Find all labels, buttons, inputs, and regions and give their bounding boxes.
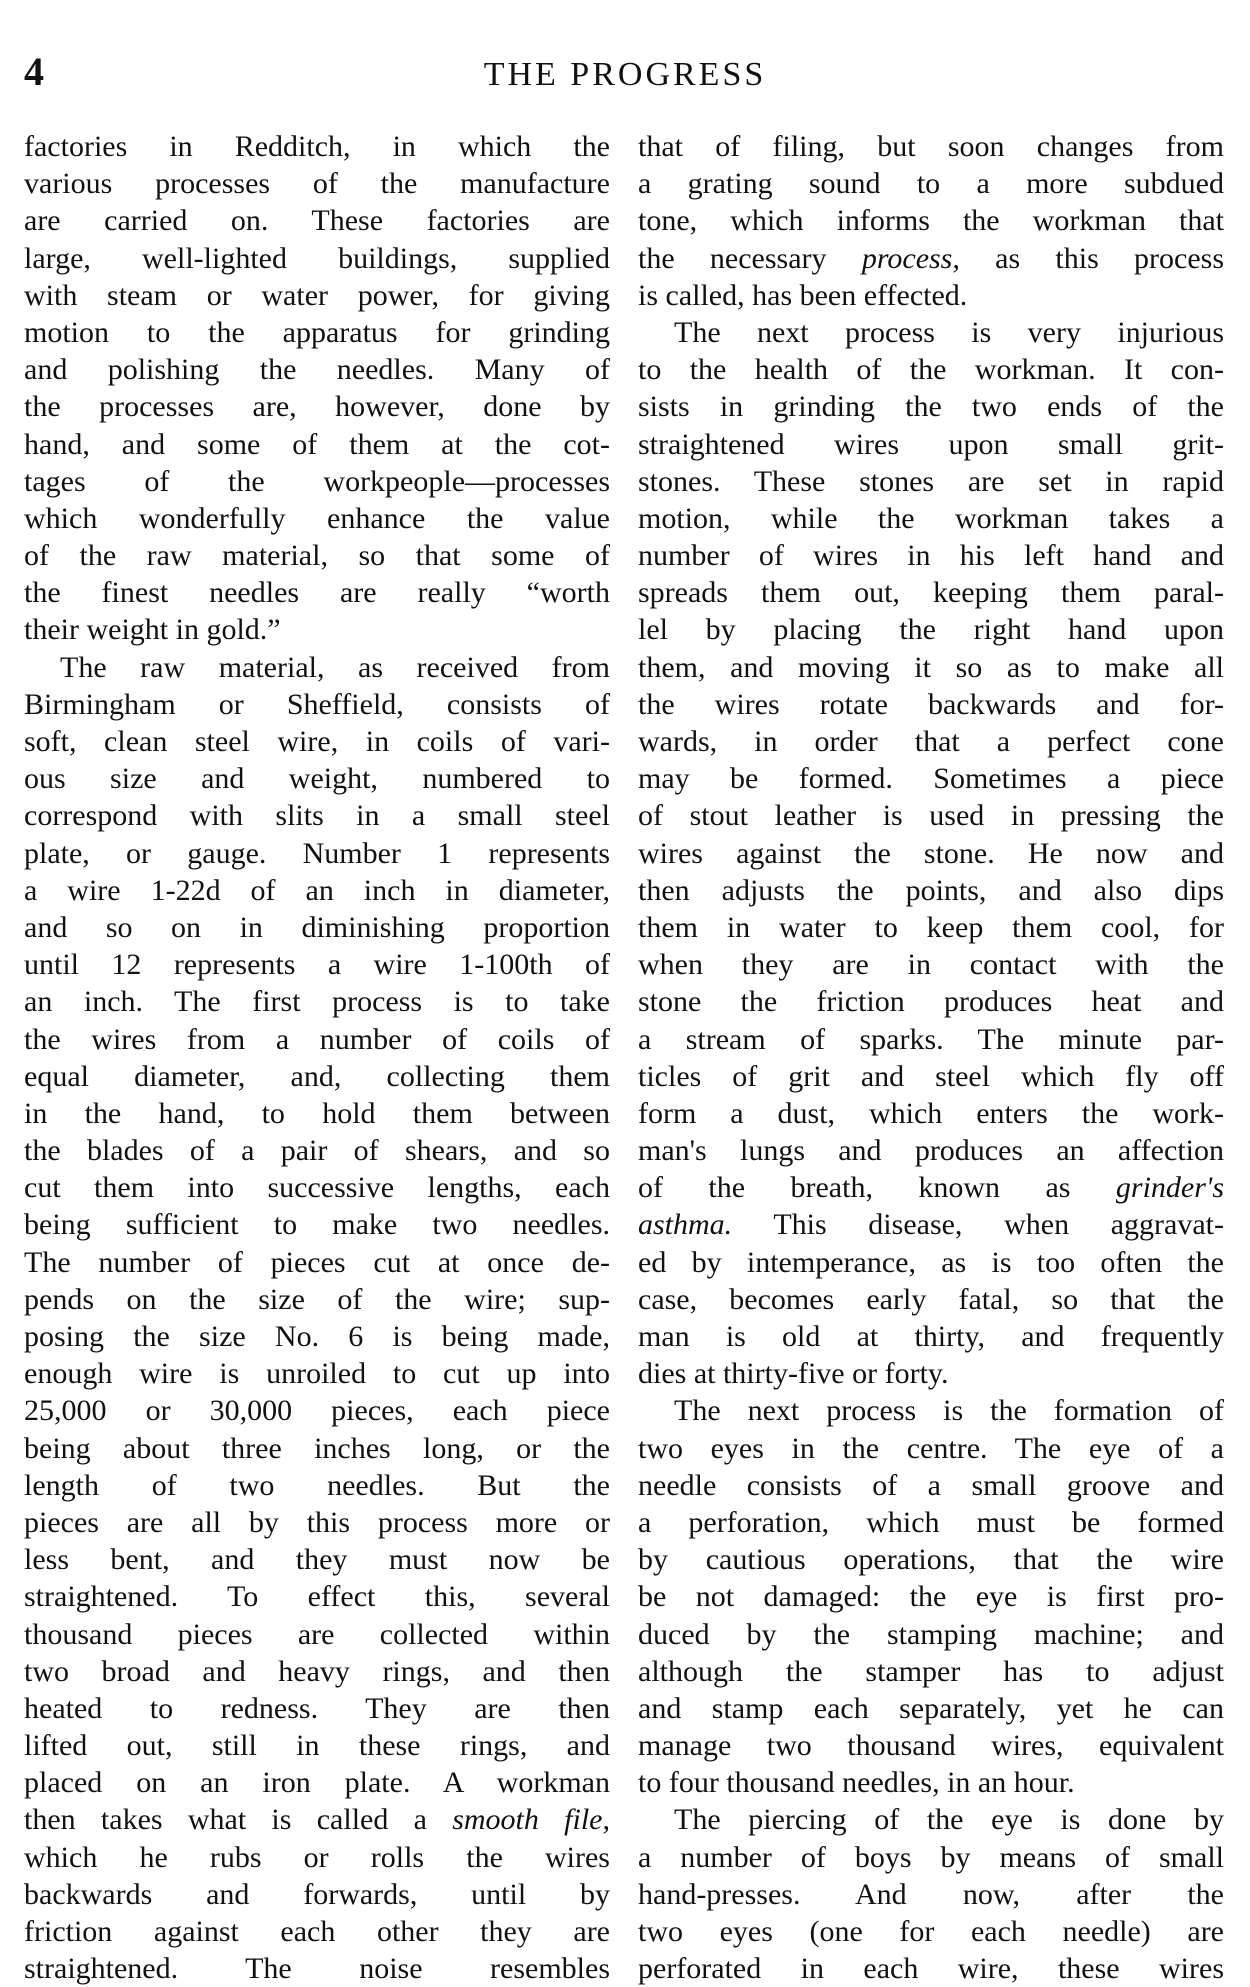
text-line: wires against the stone. He now and bbox=[638, 836, 1224, 870]
text-line: the wires from a number of coils of bbox=[24, 1022, 610, 1056]
text-line: pends on the size of the wire; sup- bbox=[24, 1282, 610, 1316]
text-line: to four thousand needles, in an hour. bbox=[638, 1766, 1075, 1800]
text-line: the wires rotate backwards and for- bbox=[638, 687, 1224, 721]
text-line: man is old at thirty, and frequently bbox=[638, 1320, 1224, 1353]
text-line: thousand pieces are collected within bbox=[24, 1617, 610, 1651]
text-line: stones. These stones are set in rapid bbox=[638, 464, 1224, 498]
text-line: hand, and some of them at the cot- bbox=[24, 427, 610, 461]
text-line: The next process is very injurious bbox=[674, 315, 1224, 349]
text-line: with steam or water power, for giving bbox=[24, 278, 610, 312]
text-line: of the raw material, so that some of bbox=[24, 539, 610, 573]
text-line: lifted out, still in these rings, and bbox=[24, 1729, 610, 1763]
text-line: them in water to keep them cool, for bbox=[638, 910, 1224, 944]
text-line: until 12 represents a wire 1-100th of bbox=[24, 948, 610, 982]
italic-term: asthma. bbox=[638, 1208, 733, 1242]
text-line: equal diameter, and, collecting them bbox=[24, 1059, 610, 1093]
text-line: tages of the workpeople—processes bbox=[24, 464, 610, 498]
text-line: case, becomes early fatal, so that the bbox=[638, 1282, 1224, 1316]
text-line: 25,000 or 30,000 pieces, each piece bbox=[24, 1394, 610, 1428]
text-line: a perforation, which must be formed bbox=[638, 1505, 1224, 1539]
text-line bbox=[638, 240, 1224, 277]
text-line bbox=[24, 1801, 610, 1838]
text-line: plate, or gauge. Number 1 represents bbox=[24, 836, 610, 870]
text-line: form a dust, which enters the work- bbox=[638, 1096, 1224, 1130]
text-line: are carried on. These factories are bbox=[24, 204, 610, 238]
text-line bbox=[638, 1206, 1224, 1243]
text-line: spreads them out, keeping them paral- bbox=[638, 576, 1224, 610]
text-line: straightened. To effect this, several bbox=[24, 1580, 610, 1614]
text-line: manage two thousand wires, equivalent bbox=[638, 1729, 1224, 1763]
italic-term: process, bbox=[861, 241, 960, 275]
page-number: 4 bbox=[24, 49, 44, 94]
text-line: perforated in each wire, these wires bbox=[638, 1952, 1224, 1986]
text-line: the finest needles are really “worth bbox=[24, 576, 610, 610]
text-line: in the hand, to hold them between bbox=[24, 1096, 610, 1130]
text-line: straightened wires upon small grit- bbox=[638, 427, 1224, 461]
text-line: ed by intemperance, as is too often the bbox=[638, 1245, 1224, 1279]
text-line: that of filing, but soon changes from bbox=[638, 130, 1224, 163]
text-line: being about three inches long, or the bbox=[24, 1431, 610, 1465]
text-line: sists in grinding the two ends of the bbox=[638, 390, 1224, 424]
text-line: stone the friction produces heat and bbox=[638, 985, 1224, 1019]
text-run: This disease, when aggravat- bbox=[773, 1208, 1224, 1242]
text-line: and polishing the needles. Many of bbox=[24, 353, 610, 387]
text-line: the blades of a pair of shears, and so bbox=[24, 1134, 610, 1168]
text-run: as this process bbox=[995, 241, 1224, 275]
text-line: dies at thirty-five or forty. bbox=[638, 1357, 949, 1391]
text-line: posing the size No. 6 is being made, bbox=[24, 1320, 610, 1353]
text-line: and so on in diminishing proportion bbox=[24, 910, 610, 944]
text-line: placed on an iron plate. A workman bbox=[24, 1766, 610, 1800]
text-line: and stamp each separately, yet he can bbox=[638, 1691, 1224, 1725]
text-line: the processes are, however, done by bbox=[24, 390, 610, 424]
text-line: heated to redness. They are then bbox=[24, 1691, 610, 1725]
text-line: to the health of the workman. It con- bbox=[638, 353, 1224, 387]
text-line: then adjusts the points, and also dips bbox=[638, 873, 1224, 907]
text-line: Birmingham or Sheffield, consists of bbox=[24, 687, 610, 721]
text-line: factories in Redditch, in which the bbox=[24, 130, 610, 163]
text-line: soft, clean steel wire, in coils of vari- bbox=[24, 725, 610, 758]
text-line: a grating sound to a more subdued bbox=[638, 167, 1224, 201]
text-line: motion, while the workman takes a bbox=[638, 501, 1224, 535]
text-line: friction against each other they are bbox=[24, 1915, 610, 1948]
text-line: their weight in gold.” bbox=[24, 613, 281, 647]
text-line: pieces are all by this process more or bbox=[24, 1505, 610, 1539]
text-line: although the stamper has to adjust bbox=[638, 1654, 1224, 1688]
text-line: of stout leather is used in pressing the bbox=[638, 799, 1224, 833]
text-line: cut them into successive lengths, each bbox=[24, 1171, 610, 1205]
text-line: man's lungs and produces an affection bbox=[638, 1134, 1224, 1168]
italic-term: grinder's bbox=[1115, 1171, 1224, 1205]
text-line: large, well-lighted buildings, supplied bbox=[24, 241, 610, 275]
text-line: length of two needles. But the bbox=[24, 1468, 610, 1502]
text-line: number of wires in his left hand and bbox=[638, 539, 1224, 573]
text-line: by cautious operations, that the wire bbox=[638, 1543, 1224, 1577]
text-run: the necessary bbox=[638, 241, 827, 275]
text-line: be not damaged: the eye is first pro- bbox=[638, 1580, 1224, 1614]
text-line: backwards and forwards, until by bbox=[24, 1877, 610, 1911]
text-line: a stream of sparks. The minute par- bbox=[638, 1022, 1224, 1056]
text-line: The number of pieces cut at once de- bbox=[24, 1245, 610, 1279]
text-line: is called, has been effected. bbox=[638, 278, 968, 312]
text-line: The raw material, as received from bbox=[60, 650, 610, 684]
text-line: two eyes (one for each needle) are bbox=[638, 1915, 1224, 1948]
text-line: ticles of grit and steel which fly off bbox=[638, 1059, 1224, 1093]
text-line: ous size and weight, numbered to bbox=[24, 762, 610, 796]
text-run: then takes what is called a bbox=[24, 1803, 427, 1837]
text-line: an inch. The first process is to take bbox=[24, 985, 610, 1019]
text-line: when they are in contact with the bbox=[638, 948, 1224, 982]
text-line: less bent, and they must now be bbox=[24, 1543, 610, 1577]
text-line: which wonderfully enhance the value bbox=[24, 501, 610, 535]
text-line: motion to the apparatus for grinding bbox=[24, 315, 610, 349]
text-line: The next process is the formation of bbox=[674, 1394, 1224, 1428]
text-line: wards, in order that a perfect cone bbox=[638, 725, 1224, 758]
text-line: a number of boys by means of small bbox=[638, 1840, 1224, 1874]
text-line: tone, which informs the workman that bbox=[638, 204, 1224, 238]
text-line: enough wire is unroiled to cut up into bbox=[24, 1357, 610, 1391]
text-run: of the breath, known as bbox=[638, 1171, 1071, 1205]
text-line: needle consists of a small groove and bbox=[638, 1468, 1224, 1502]
text-line: various processes of the manufacture bbox=[24, 167, 610, 201]
italic-term: smooth file, bbox=[452, 1803, 610, 1837]
text-line: them, and moving it so as to make all bbox=[638, 650, 1224, 684]
left-column bbox=[24, 128, 610, 1986]
text-line: two broad and heavy rings, and then bbox=[24, 1654, 610, 1688]
text-line: being sufficient to make two needles. bbox=[24, 1208, 610, 1242]
text-line: correspond with slits in a small steel bbox=[24, 799, 610, 833]
text-line: duced by the stamping machine; and bbox=[638, 1617, 1224, 1651]
running-head: THE PROGRESS bbox=[483, 56, 767, 93]
right-column bbox=[638, 128, 1224, 1986]
text-line: The piercing of the eye is done by bbox=[674, 1803, 1224, 1837]
text-line: two eyes in the centre. The eye of a bbox=[638, 1431, 1224, 1465]
text-line: straightened. The noise resembles bbox=[24, 1952, 610, 1986]
text-line: hand-presses. And now, after the bbox=[638, 1877, 1224, 1911]
text-line: a wire 1-22d of an inch in diameter, bbox=[24, 873, 610, 907]
text-line: may be formed. Sometimes a piece bbox=[638, 762, 1224, 796]
text-line bbox=[638, 1169, 1224, 1206]
text-line: lel by placing the right hand upon bbox=[638, 613, 1224, 647]
text-line: which he rubs or rolls the wires bbox=[24, 1840, 610, 1874]
